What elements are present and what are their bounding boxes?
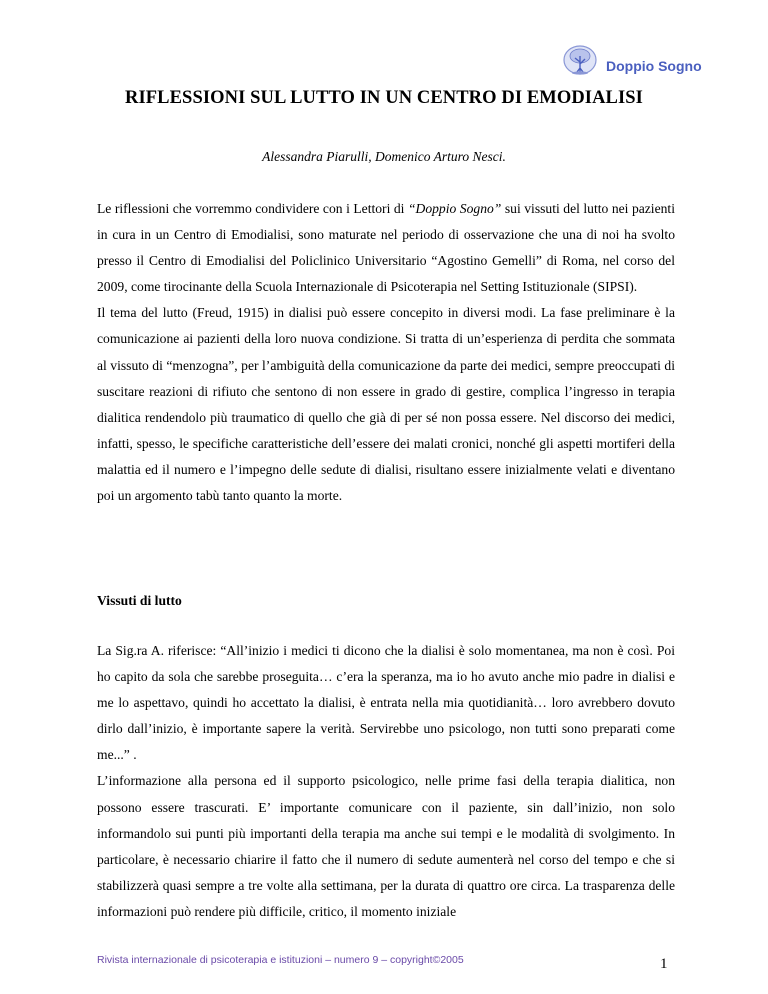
intro-paragraph-2: Il tema del lutto (Freud, 1915) in dialisi può essere concepito in diversi modi. La fase preliminare è la comunicazione ai pazienti della loro nuova condizione. Si tratta di un’esperienza di perdita che sommata al vissuto di “menzogna”, per l’ambiguità della comunicazione da parte dei medici, sempre preoccupati di suscitare reazioni di rifiuto che sentono di non essere in grado di gestire, complica l’ingresso in terapia dialitica rendendolo più traumatico di quello che già di per sé non possa essere. Nel discorso dei medici, infatti, spesso, le specifiche caratteristiche dell’essere dei malati cronici, nonché gli aspetti mortiferi della malattia ed il numero e l’impegno delle sedute di dialisi, risultano essere inizialmente velati e diventano poi un argomento tabù tanto quanto la morte. [97, 305, 675, 504]
intro-p1-after: sui vissuti del lutto nei pazienti in cura in un Centro di Emodialisi, sono maturate nel periodo di osservazione che una di noi ha svolto presso il Centro di Emodialisi del Policlinico Universitario “Agostino Gemelli” di Roma, nel corso del 2009, come tirocinante della Scuola Internazionale di Psicoterapia nel Setting Istituzionale (SIPSI). [97, 201, 675, 295]
intro-p1-before: Le riflessioni che vorremmo condividere con i Lettori di [97, 201, 408, 216]
section1-body [97, 638, 675, 925]
section-heading: Vissuti di lutto [97, 593, 182, 608]
page-number: 1 [660, 956, 668, 972]
logo-text: Doppio Sogno [606, 58, 702, 74]
page-footer: Rivista internazionale di psicoterapia e istituzioni – numero 9 – copyright©2005 [97, 954, 464, 966]
tree-sphere-icon [560, 42, 604, 82]
intro-paragraph-1 [97, 196, 675, 300]
journal-name-italic: “Doppio Sogno” [407, 201, 502, 216]
section1-paragraph-2: L’informazione alla persona ed il supporto psicologico, nelle prime fasi della terapia dialitica, non possono essere trascurati. E’ importante comunicare con il paziente, sin dall’inizio, non solo informandolo sui punti più importanti della terapia ma anche sui tempi e le modalità di svolgimento. In particolare, è necessario chiarire il fatto che il numero di sedute aumenterà nel corso del tempo e che si stabilizzerà quasi sempre a tre volte alla settimana, per la durata di quattro ore circa. La trasparenza delle informazioni può rendere più difficile, critico, il momento iniziale [97, 773, 675, 919]
intro-section [97, 196, 675, 509]
article-authors: Alessandra Piarulli, Domenico Arturo Nesci. [262, 149, 506, 164]
section1-paragraph-1: La Sig.ra A. riferisce: “All’inizio i medici ti dicono che la dialisi è solo momentanea, ma non è così. Poi ho capito da sola che sarebbe proseguita… c’era la speranza, ma io ho avuto anche mio padre in dialisi e me lo aspettavo, quindi ho accettato la dialisi, è entrata nella mia quotidianità… loro avrebbero dovuto dirlo dall’inizio, è importante sapere la verità. Servirebbe uno psicologo, non tutti sono preparati come me...” . [97, 643, 675, 763]
article-title: RIFLESSIONI SUL LUTTO IN UN CENTRO DI EMODIALISI [125, 88, 643, 108]
journal-logo [560, 42, 720, 82]
